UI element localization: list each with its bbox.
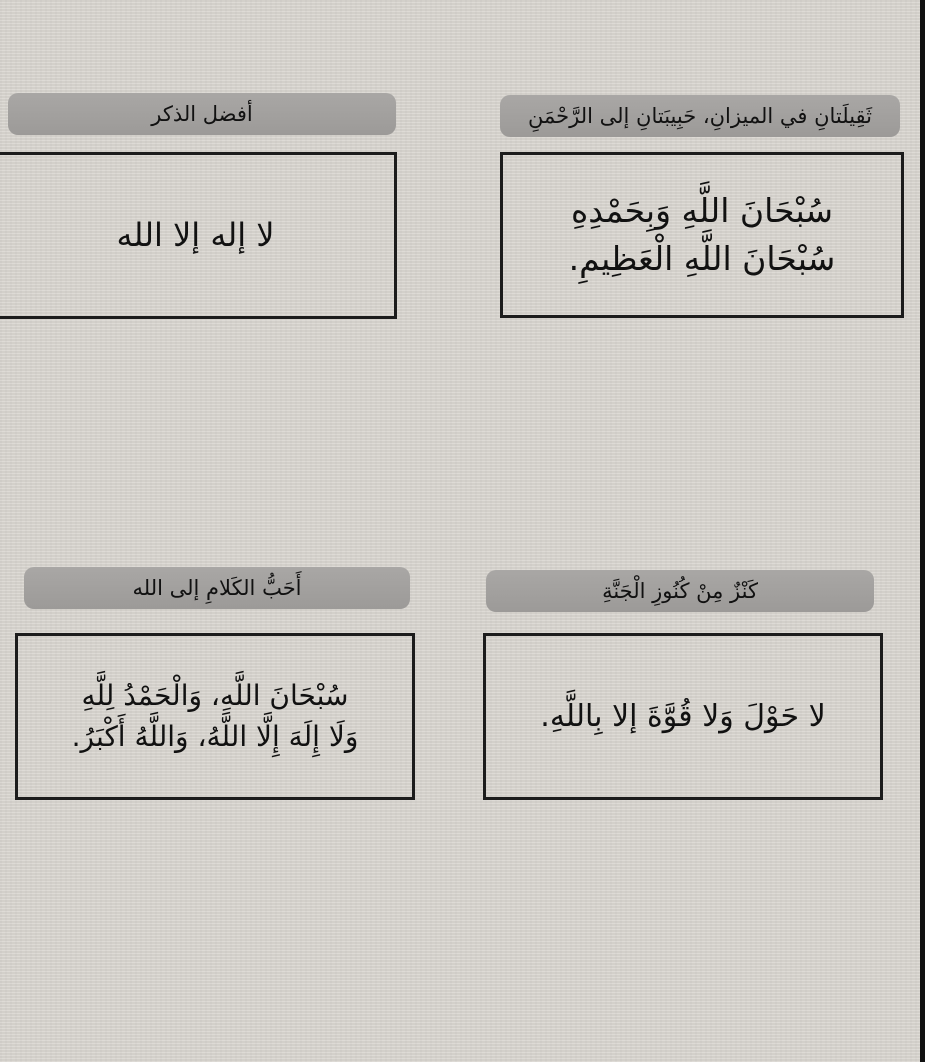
dhikr-line: سُبْحَانَ اللَّهِ الْعَظِيمِ. [568,239,836,278]
card-title-most-beloved-words: أَحَبُّ الكَلامِ إلى الله [24,567,410,609]
dhikr-box-la-ilaha-illallah [0,152,397,319]
dhikr-line: لا حَوْلَ وَلا قُوَّةَ إلا بِاللَّهِ. [540,698,826,734]
dhikr-line: لا إله إلا الله [116,216,275,255]
dhikr-line: سُبْحَانَ اللَّهِ، وَالْحَمْدُ لِلَّهِ [81,678,349,712]
dhikr-box-four-phrases [15,633,415,800]
dhikr-line: وَلَا إِلَهَ إِلَّا اللَّهُ، وَاللَّهُ أَكْبَرُ. [71,719,359,753]
dhikr-box-la-hawla [483,633,883,800]
card-title-heavy-on-scale: ثَقِيلَتانِ في الميزانِ، حَبِيبَتانِ إلى الرَّحْمَنِ [500,95,900,137]
card-title-treasure-of-paradise: كَنْزٌ مِنْ كُنُوزِ الْجَنَّةِ [486,570,874,612]
card-title-best-dhikr: أفضل الذكر [8,93,396,135]
dhikr-line: سُبْحَانَ اللَّهِ وَبِحَمْدِهِ [570,191,834,231]
dhikr-box-subhanallah-wabihamdihi [500,152,904,318]
right-edge-strip [920,0,925,1062]
